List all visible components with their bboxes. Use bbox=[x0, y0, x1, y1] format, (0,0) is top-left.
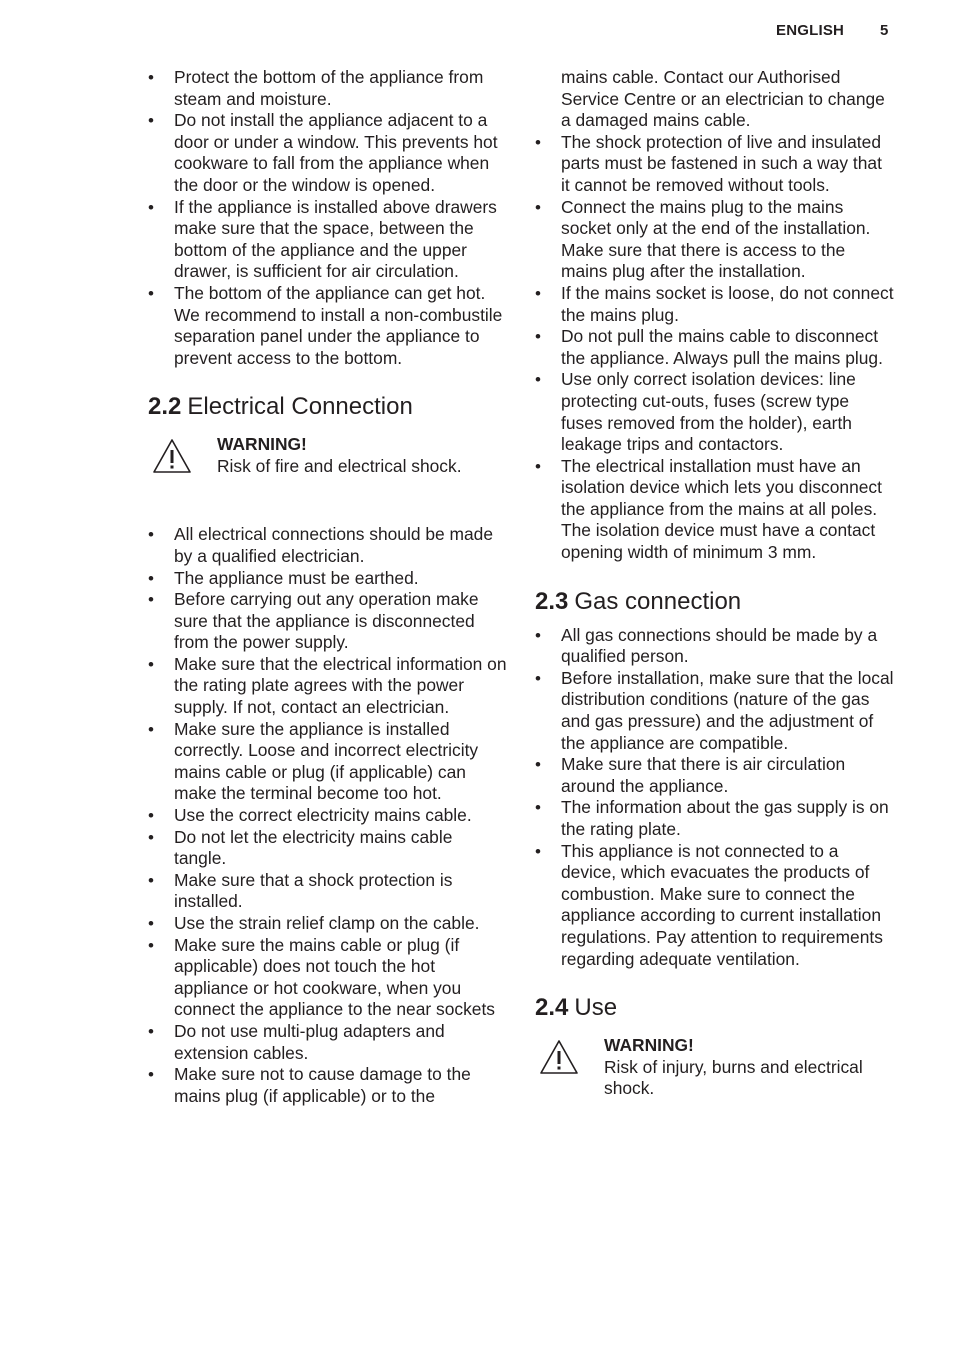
list-item: • Use only correct isolation devices: line protecting cut-outs, fuses (screw type fuses removed from the holder), earth leakage trips and contactors. bbox=[535, 369, 895, 455]
list-item: • All gas connections should be made by a qualified person. bbox=[535, 625, 895, 668]
warning-triangle-icon bbox=[152, 438, 192, 474]
warning-text bbox=[217, 434, 477, 477]
section-heading-2-4 bbox=[535, 993, 895, 1023]
list-item: • Use the strain relief clamp on the cable. bbox=[148, 913, 508, 935]
section-number: 2.4 bbox=[535, 994, 569, 1022]
page-header bbox=[0, 22, 954, 44]
list-item: • Do not pull the mains cable to disconnect the appliance. Always pull the mains plug. bbox=[535, 326, 895, 369]
warning-body: Risk of injury, burns and electrical shock. bbox=[604, 1056, 863, 1099]
list-item: • Make sure the appliance is installed correctly. Loose and incorrect electricity mains cable or plug (if applicable) can make the terminal become too hot. bbox=[148, 719, 508, 805]
list-item: • Protect the bottom of the appliance from steam and moisture. bbox=[148, 67, 508, 110]
section-number: 2.2 bbox=[148, 393, 182, 421]
list-item: • The shock protection of live and insulated parts must be fastened in such a way that it cannot be removed without tools. bbox=[535, 132, 895, 197]
list-item: • This appliance is not connected to a device, which evacuates the products of combustion. Make sure to connect the appliance according to current installation regulations. Pay attention to requirements regarding adequate ventilation. bbox=[535, 841, 895, 971]
list-item: • The electrical installation must have an isolation device which lets you disconnect the appliance from the mains at all poles. The isolation device must have a contact opening width of minimum 3 mm. bbox=[535, 456, 895, 564]
warning-box bbox=[535, 1035, 895, 1105]
list-item: • Do not use multi-plug adapters and extension cables. bbox=[148, 1021, 508, 1064]
list-item: • If the mains socket is loose, do not connect the mains plug. bbox=[535, 283, 895, 326]
section-heading-2-3 bbox=[535, 587, 895, 617]
continuation-text: mains cable. Contact our Authorised Service Centre or an electrician to change a damaged mains cable. bbox=[561, 67, 885, 131]
right-column bbox=[535, 67, 895, 1105]
warning-box bbox=[148, 434, 508, 524]
list-item: • Make sure that there is air circulation around the appliance. bbox=[535, 754, 895, 797]
list-item: • Connect the mains plug to the mains socket only at the end of the installation. Make sure that there is access to the mains plug after the installation. bbox=[535, 197, 895, 283]
list-item: • If the appliance is installed above drawers make sure that the space, between the bottom of the appliance and the upper drawer, is sufficient for air circulation. bbox=[148, 197, 508, 283]
section-title: Gas connection bbox=[574, 587, 742, 615]
warning-title: WARNING! bbox=[217, 434, 307, 455]
warning-title: WARNING! bbox=[604, 1035, 694, 1056]
warning-triangle-icon bbox=[539, 1039, 579, 1075]
list-item: • The information about the gas supply is on the rating plate. bbox=[535, 797, 895, 840]
list-item: • Before installation, make sure that the local distribution conditions (nature of the gas and gas pressure) and the adjustment of the appliance are compatible. bbox=[535, 668, 895, 754]
list-item: • All electrical connections should be made by a qualified electrician. bbox=[148, 524, 508, 567]
language-label: ENGLISH bbox=[776, 22, 845, 39]
gas-bullet-list bbox=[535, 625, 895, 971]
warning-body: Risk of fire and electrical shock. bbox=[217, 455, 462, 476]
warning-text bbox=[604, 1035, 864, 1100]
electrical-bullet-list-continued bbox=[535, 132, 895, 564]
electrical-bullet-list bbox=[148, 524, 508, 1107]
section-title: Electrical Connection bbox=[187, 393, 413, 421]
list-item: • Make sure that the electrical information on the rating plate agrees with the power supply. If not, contact an electrician. bbox=[148, 654, 508, 719]
list-item: • Use the correct electricity mains cable. bbox=[148, 805, 508, 827]
list-item: • The appliance must be earthed. bbox=[148, 568, 508, 590]
section-number: 2.3 bbox=[535, 587, 569, 615]
list-item: • The bottom of the appliance can get hot. We recommend to install a non-combustile separation panel under the appliance to prevent access to the bottom. bbox=[148, 283, 508, 369]
intro-bullet-list bbox=[148, 67, 508, 369]
list-item: • Make sure the mains cable or plug (if applicable) does not touch the hot appliance or hot cookware, when you connect the appliance to the near sockets bbox=[148, 935, 508, 1021]
section-heading-2-2 bbox=[148, 392, 508, 422]
list-item: • Do not install the appliance adjacent to a door or under a window. This prevents hot cookware to fall from the appliance when the door or the window is opened. bbox=[148, 110, 508, 196]
page-number: 5 bbox=[880, 22, 889, 39]
left-column bbox=[148, 67, 508, 1107]
list-item: • Make sure that a shock protection is installed. bbox=[148, 870, 508, 913]
section-title: Use bbox=[574, 994, 618, 1022]
list-item: • Make sure not to cause damage to the mains plug (if applicable) or to the bbox=[148, 1064, 508, 1107]
list-item: • Before carrying out any operation make sure that the appliance is disconnected from the power supply. bbox=[148, 589, 508, 654]
list-item: • Do not let the electricity mains cable tangle. bbox=[148, 827, 508, 870]
